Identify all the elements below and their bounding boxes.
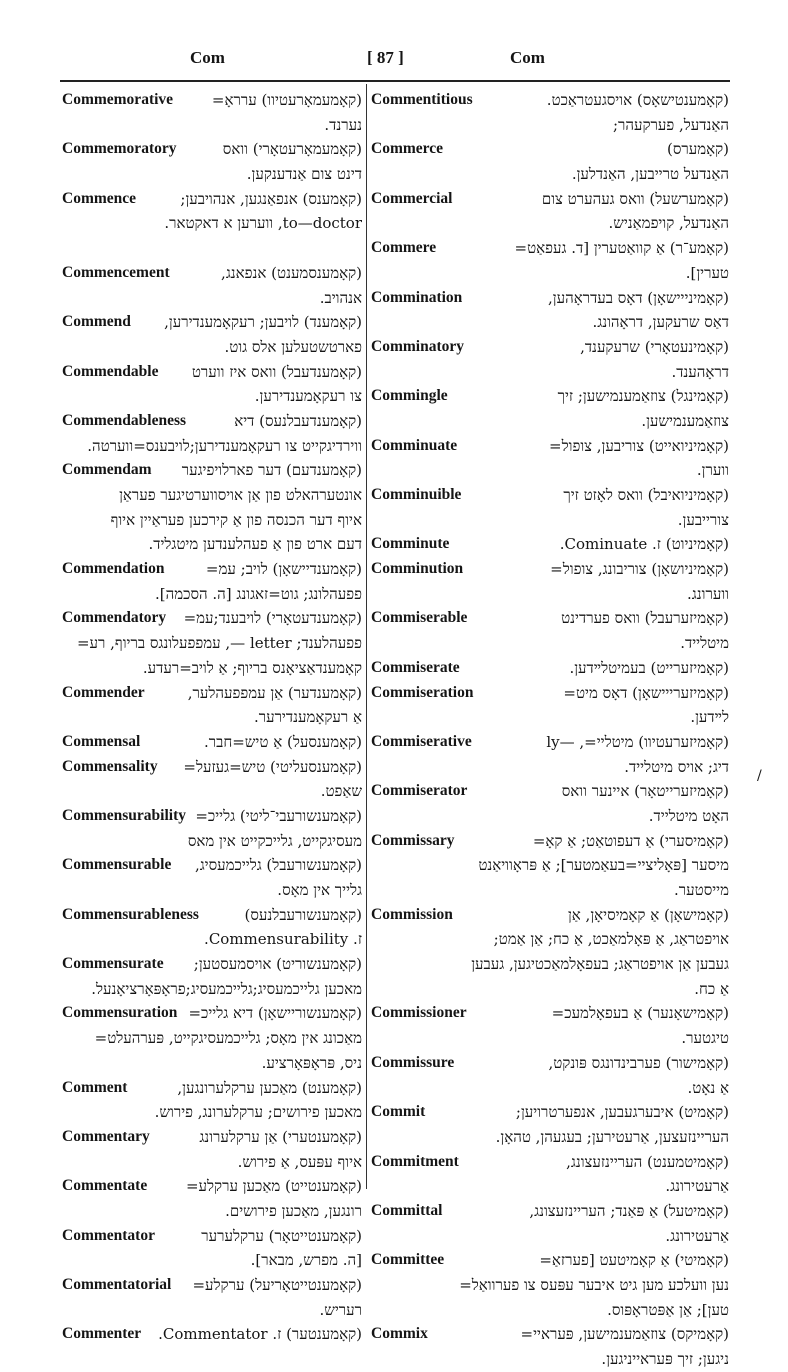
definition-continuation: אַ כח. — [694, 979, 729, 998]
definition-text: (קאָמענדער) אַן עמפפעהלער, — [187, 683, 362, 702]
definition-text: (קאָמיטמענט) העריינזעצונג, — [566, 1152, 729, 1171]
definition-text: (קאָמענדעטאָרי) לויבענד;עמ= — [183, 609, 362, 628]
definition-continuation: צוזאַמענמישען. — [641, 411, 729, 430]
dictionary-entry — [371, 1051, 729, 1100]
dictionary-entry — [62, 137, 362, 186]
headword: Commix — [371, 1325, 428, 1343]
definition-continuation: מיסער [פּאָליציי=בעאַמטער]; אַ פּראָוויאַנט — [478, 856, 729, 875]
definition-text: (קאָמענשורעבי־ליטי) גלייכ= — [195, 806, 362, 825]
definition-continuation: צורייבען. — [677, 510, 729, 529]
entry-first-line — [371, 88, 729, 113]
entry-first-line — [62, 606, 362, 631]
dictionary-entry — [62, 1001, 362, 1075]
headword: Commence — [62, 189, 137, 207]
header-rule — [60, 80, 730, 82]
headword: Commensurability — [62, 806, 186, 824]
definition-text: (קאָמיט) איבערגעבען, אנפערטרויען; — [515, 1103, 729, 1122]
definition-continuation: אונטערהאלט פון אַן אויסווערטיגער פעראַן — [119, 486, 362, 504]
definition-text: (קאָמענטישאָס) אויסגעטראַכט. — [546, 91, 729, 109]
definition-text: (קאָמיניואייט) צוריבען, צופול= — [549, 436, 729, 455]
definition-continuation: ווירדיגקייט צו רעקאָמענדירען;לויבענס=ווערטה. — [87, 436, 362, 455]
headword: Comment — [62, 1078, 128, 1096]
dictionary-entry — [62, 187, 362, 261]
headword: Commissioner — [371, 1004, 467, 1022]
headword: Commentary — [62, 1127, 150, 1145]
dictionary-entry — [371, 1150, 729, 1199]
entry-first-line — [371, 1248, 729, 1273]
dictionary-entry — [62, 557, 362, 606]
entry-first-line — [62, 1224, 362, 1249]
dictionary-entry — [371, 681, 729, 730]
entry-first-line — [371, 779, 729, 804]
entry-first-line — [371, 335, 729, 360]
headword: Commiserate — [371, 658, 460, 676]
page-header — [60, 48, 728, 76]
dictionary-entry — [371, 1322, 729, 1371]
definition-continuation: איוף עפּעס, אַ פירוש. — [237, 1152, 362, 1171]
definition-continuation: אַרעטירונג. — [665, 1226, 729, 1245]
entry-first-line — [62, 1076, 362, 1101]
entry-first-line — [371, 1199, 729, 1224]
definition-text: (קאָמיניוט) ז. Cominuate. — [559, 535, 729, 554]
headword: Commit — [371, 1103, 426, 1121]
entry-first-line — [371, 1150, 729, 1175]
headword: Commensuration — [62, 1004, 178, 1022]
definition-text: (קאָמישאָן) אַ קאָמיסיאָן, אַן — [567, 905, 729, 924]
headword: Comminute — [371, 535, 450, 553]
right-column — [371, 88, 729, 1372]
dictionary-entry — [62, 681, 362, 730]
header-right-guide: Com — [510, 48, 545, 67]
dictionary-entry — [371, 730, 729, 779]
definition-text: (קאָמערשעל) וואס געהערט צום — [541, 189, 729, 208]
dictionary-entry — [371, 1199, 729, 1248]
dictionary-entry — [371, 532, 729, 557]
entry-first-line — [62, 137, 362, 162]
definition-text: (קאָמענשוריט) אויסמעסטען; — [193, 955, 362, 974]
definition-text: (קאָמיזערייט) בעמיטלײדען. — [569, 658, 729, 677]
definition-text: (קאָמענשורעבל) גלייכמעסיג, — [194, 856, 362, 875]
entry-first-line — [62, 903, 362, 928]
entry-first-line — [62, 1125, 362, 1150]
dictionary-entry — [371, 137, 729, 186]
definition-continuation: טיגטער. — [681, 1029, 729, 1048]
headword: Comminution — [371, 560, 464, 578]
definition-text: (קאָמערס) — [666, 140, 729, 159]
definition-text: (קאָמיטעל) אַ פּאַנד; העריינזעצונג, — [529, 1201, 729, 1220]
headword: Commensurable — [62, 856, 172, 874]
definition-continuation: העריינזעצען, אַרעטירען; בעגעהן, טהאָן. — [495, 1127, 729, 1146]
definition-continuation: רונגען, מאַכען פירושים. — [225, 1201, 362, 1220]
headword: Commiserator — [371, 782, 468, 800]
definition-text: (קאָמיטי) אַ קאָמיטעט [פערזאַ= — [539, 1251, 729, 1270]
dictionary-entry — [62, 1273, 362, 1322]
headword: Commissary — [371, 831, 455, 849]
dictionary-entry — [62, 853, 362, 902]
dictionary-entry — [62, 730, 362, 755]
dictionary-entry — [371, 1248, 729, 1322]
entry-first-line — [371, 1322, 729, 1347]
definition-continuation: ז. Commensurability. — [204, 930, 362, 949]
dictionary-entry — [62, 88, 362, 137]
definition-text: (קאָמענדעם) דער פארלויפיגער — [181, 461, 362, 480]
definition-continuation: אויפטראַג, אַ פּאָלמאַכט, אַ כח; אַן אַמט; — [493, 930, 729, 949]
headword: Commend — [62, 313, 131, 331]
entry-first-line — [62, 730, 362, 755]
definition-continuation: לײדען. — [690, 708, 729, 727]
definition-continuation: אַ נאָט. — [687, 1078, 729, 1097]
definition-continuation: שאַפט. — [320, 782, 362, 801]
definition-text: (קאָמע־ר) אַ קוואַטערין [ד. געפאַט= — [514, 239, 729, 258]
definition-continuation: מייסטער. — [674, 881, 729, 899]
definition-continuation: פפעהלונג; גוט=זאגונג [ה. הסכמה]. — [155, 584, 362, 603]
dictionary-entry — [371, 656, 729, 681]
definition-text: (קאָמיזערייישאָן) דאָס מיט= — [563, 683, 729, 702]
dictionary-entry — [371, 88, 729, 137]
headword: Commentitious — [371, 91, 473, 108]
header-left-guide: Com — [190, 48, 225, 67]
entry-first-line — [371, 1051, 729, 1076]
definition-text: (קאָמענטייט) מאַכען ערקלע= — [185, 1177, 362, 1196]
dictionary-entry — [371, 1100, 729, 1149]
definition-text: (קאָמענטייטאָר) ערקלערער — [201, 1226, 362, 1245]
entry-first-line — [62, 261, 362, 286]
entry-first-line — [62, 1174, 362, 1199]
definition-continuation: נען וועלכע מען גיט איבער עפּעס צו פערוואַל= — [459, 1276, 729, 1294]
definition-continuation: [ה. מפרש, מבאר]. — [250, 1251, 362, 1270]
dictionary-entry — [62, 458, 362, 557]
entry-first-line — [62, 458, 362, 483]
entry-first-line — [62, 187, 362, 212]
dictionary-entry — [371, 1001, 729, 1050]
entry-first-line — [62, 755, 362, 780]
page-number: [ 87 ] — [367, 48, 404, 67]
definition-continuation — [62, 236, 362, 261]
headword: Commensal — [62, 732, 141, 750]
entry-first-line — [371, 829, 729, 854]
definition-text: (קאָמינעטאָרי) שרעקענד, — [580, 337, 729, 356]
definition-continuation: דיג; אויס מיטלייד. — [624, 757, 729, 776]
entry-first-line — [371, 236, 729, 261]
entry-first-line — [62, 1001, 362, 1026]
dictionary-entry — [371, 903, 729, 1002]
dictionary-entry — [62, 606, 362, 680]
definition-text: (קאָמישור) פערבינדונגס פּונקט, — [548, 1053, 729, 1072]
headword: Commission — [371, 905, 453, 923]
dictionary-entry — [62, 1125, 362, 1174]
entry-first-line — [371, 656, 729, 681]
dictionary-entry — [62, 804, 362, 853]
definition-continuation: מיטלייד. — [680, 634, 729, 653]
definition-continuation: ניס, פּראָפּאָרציע. — [261, 1053, 362, 1072]
definition-text: (קאָמענס) אנפאַנגען, אנהויבען; — [180, 189, 362, 208]
definition-text: (קאָמינגל) צוזאַמענמישען; זיך — [557, 387, 729, 406]
definition-continuation: מאַכונג אין מאָס; גלייכמעסיגקייט, פּערהעלט= — [94, 1029, 362, 1048]
entry-first-line — [371, 434, 729, 459]
headword: Commissure — [371, 1053, 455, 1071]
definition-continuation: דראָהענד. — [671, 362, 729, 381]
entry-first-line — [371, 1001, 729, 1026]
dictionary-entry — [371, 236, 729, 285]
dictionary-entry — [62, 310, 362, 359]
dictionary-entry — [62, 1174, 362, 1223]
headword: Commentator — [62, 1226, 155, 1244]
dictionary-entry — [371, 557, 729, 606]
entry-first-line — [62, 409, 362, 434]
definition-text: (קאָמיזערייטאָר) איינער וואס — [561, 782, 729, 801]
definition-continuation: אַרעטירונג. — [665, 1177, 729, 1196]
headword: Commercial — [371, 189, 453, 207]
definition-text: (קאָמיניושאָן) צוריבונג, צופול= — [550, 560, 729, 579]
definition-continuation: געבען אַן אויפטראַג; בעפאָלמאַכטיגען, געבען — [471, 955, 729, 974]
margin-mark: / — [757, 768, 762, 784]
definition-continuation: גלייך אין מאָס. — [277, 881, 362, 899]
definition-continuation: טען]; אַן אַפּטראָפּוס. — [607, 1300, 729, 1319]
dictionary-entry — [371, 335, 729, 384]
headword: Commensurableness — [62, 905, 199, 923]
headword: Comminuate — [371, 436, 458, 454]
definition-continuation: האָט מיטלייד. — [648, 806, 729, 825]
left-column — [62, 88, 362, 1347]
definition-continuation: האַנדעל טרייבען, האַנדלען. — [571, 165, 729, 184]
entry-first-line — [62, 1273, 362, 1298]
dictionary-entry — [62, 903, 362, 952]
headword: Commencement — [62, 263, 170, 281]
dictionary-entry — [62, 755, 362, 804]
entry-first-line — [62, 310, 362, 335]
entry-first-line — [62, 804, 362, 829]
entry-first-line — [371, 483, 729, 508]
headword: Commendam — [62, 461, 152, 479]
definition-continuation: דינט צום אַנדענקען. — [246, 165, 362, 184]
definition-continuation: רעריש. — [319, 1300, 362, 1319]
headword: Commendation — [62, 560, 165, 578]
dictionary-entry — [62, 952, 362, 1001]
headword: Commenter — [62, 1325, 142, 1343]
definition-text: (קאָמישאָנער) אַ בעפאָלמעכ= — [551, 1004, 729, 1023]
headword: Commiseration — [371, 683, 474, 701]
definition-text: (קאָמענד) לויבען; רעקאָמענדירען, — [164, 313, 362, 332]
headword: Comminuible — [371, 486, 462, 503]
dictionary-entry — [62, 1322, 362, 1347]
entry-first-line — [371, 384, 729, 409]
definition-continuation: פפעהלענד; letter —, עמפפעלונגס בריוף, רע= — [76, 634, 362, 653]
entry-first-line — [62, 557, 362, 582]
entry-first-line — [371, 557, 729, 582]
definition-text: (קאָמענסעל) אַ טיש=חבר. — [204, 732, 362, 751]
definition-text: (קאָמענדעבל) וואס איז ווערט — [191, 362, 362, 381]
definition-text: (קאָמענשורעבלנעס) — [244, 905, 362, 924]
headword: Commendableness — [62, 411, 187, 429]
dictionary-entry — [371, 779, 729, 828]
entry-first-line — [371, 1100, 729, 1125]
dictionary-entry — [371, 384, 729, 433]
definition-continuation: דעם ארט פון אַ פעהלענדען מיטגליד. — [148, 535, 362, 554]
entry-first-line — [371, 730, 729, 755]
definition-continuation: to—doctor, ווערען א דאקטאר. — [164, 214, 362, 233]
headword: Commensurate — [62, 955, 164, 973]
headword: Commiserative — [371, 732, 472, 750]
dictionary-entry — [371, 187, 729, 236]
definition-text: (קאָמיזערעבל) וואס פערדינט — [561, 609, 729, 628]
entry-first-line — [62, 1322, 362, 1347]
headword: Committee — [371, 1251, 445, 1269]
entry-first-line — [62, 952, 362, 977]
dictionary-entry — [371, 606, 729, 655]
definition-continuation: ווערונג. — [687, 584, 729, 603]
definition-text: (קאָמעמאָרעטיוו) ערראָ= — [211, 91, 362, 109]
entry-first-line — [371, 532, 729, 557]
entry-first-line — [62, 88, 362, 113]
definition-continuation: נערנד. — [324, 115, 362, 134]
definition-text: (קאָמיקס) צוזאַמענמישען, פּעראיי= — [520, 1325, 729, 1344]
definition-continuation: איוף דער הכנסה פון אַ קירכען פעראַיין איוף — [110, 510, 362, 529]
headword: Commination — [371, 288, 463, 306]
entry-first-line — [62, 853, 362, 878]
definition-continuation: ניגען; זיך פּעראייניגען. — [601, 1350, 729, 1369]
dictionary-entry — [62, 261, 362, 310]
definition-continuation: קאָמענדאַציאָנס בריוף; אַ לויב=רעדע. — [142, 658, 362, 677]
entry-first-line — [371, 137, 729, 162]
definition-text: (קאָמענשוריישאָן) דיא גלייכ= — [188, 1004, 362, 1023]
headword: Commere — [371, 239, 437, 257]
headword: Commingle — [371, 387, 448, 405]
headword: Commerce — [371, 140, 444, 158]
headword: Commentatorial — [62, 1276, 172, 1293]
definition-text: (קאָמעמאָרעטאָרי) וואס — [222, 140, 362, 159]
entry-first-line — [62, 360, 362, 385]
entry-first-line — [371, 286, 729, 311]
definition-continuation: דאַס שרעקען, דראָהונג. — [592, 313, 729, 332]
definition-text: (קאָמענטייטאָריעל) ערקלע= — [192, 1276, 362, 1294]
dictionary-entry — [62, 360, 362, 409]
definition-continuation: מעסיגקייט, גלייכקייט אין מאס — [187, 831, 362, 850]
definition-text: (קאָמענדעבלנעס) דיא — [234, 411, 362, 430]
definition-continuation: ווערן. — [696, 461, 729, 480]
headword: Commitment — [371, 1152, 459, 1170]
definition-continuation: אַ רעקאָמענדירער. — [253, 708, 362, 727]
dictionary-entry — [371, 434, 729, 483]
definition-text: (קאָמענטער) ז. Commentator. — [158, 1325, 362, 1344]
headword: Commentate — [62, 1177, 148, 1195]
dictionary-entry — [62, 409, 362, 458]
definition-continuation: טערין]. — [685, 263, 729, 282]
definition-continuation: האַנדעל, קויפמאַניש. — [608, 214, 729, 233]
dictionary-entry — [371, 483, 729, 532]
definition-text: (קאָמענט) מאַכען ערקלערונגען, — [177, 1078, 362, 1097]
definition-text: (קאָמענסמענט) אנפאנג, — [221, 263, 362, 282]
entry-first-line — [371, 903, 729, 928]
definition-text: (קאָמיזערעטיוו) מיטליי=, —ly — [546, 732, 729, 751]
definition-continuation: מאכען פירושים; ערקלערונג, פירוש. — [154, 1103, 362, 1122]
column-divider — [366, 84, 367, 1189]
headword: Comminatory — [371, 337, 464, 355]
entry-first-line — [371, 606, 729, 631]
definition-continuation: מאכען גלייכמעסיג;גלייכמעסיג;פראָפּאָרציאָנעל. — [91, 979, 362, 998]
definition-text: (קאָמענטערי) אַן ערקלערונג — [199, 1127, 362, 1146]
definition-continuation: האַנדעל, פערקעהר; — [612, 115, 729, 134]
headword: Commemoratory — [62, 140, 177, 158]
dictionary-entry — [62, 1224, 362, 1273]
headword: Commensality — [62, 757, 158, 775]
entry-first-line — [62, 681, 362, 706]
entry-first-line — [371, 187, 729, 212]
headword: Commendatory — [62, 609, 167, 627]
definition-text: (קאָמענסעליטי) טיש=געזעל= — [183, 757, 362, 776]
definition-text: (קאָמינייישאָן) דאָס בעדראָהען, — [548, 288, 729, 307]
headword: Commiserable — [371, 609, 468, 627]
definition-continuation: אנהויב. — [319, 288, 362, 307]
definition-continuation: צו רעקאָמענדירען. — [254, 387, 362, 406]
headword: Commendable — [62, 362, 159, 380]
entry-first-line — [371, 681, 729, 706]
dictionary-entry — [371, 286, 729, 335]
definition-text: (קאָמענדיישאָן) לויב; עמ= — [205, 560, 362, 579]
headword: Committal — [371, 1201, 443, 1219]
headword: Commemorative — [62, 91, 174, 108]
definition-text: (קאָמיסערי) אַ דעפוטאַט; אַ קאָ= — [532, 831, 729, 850]
headword: Commender — [62, 683, 145, 701]
dictionary-entry — [62, 1076, 362, 1125]
definition-continuation: פארטשטעלען אלס גוט. — [224, 337, 362, 356]
definition-text: (קאָמיניואיבל) וואס לאָזט זיך — [563, 486, 729, 504]
dictionary-entry — [371, 829, 729, 903]
